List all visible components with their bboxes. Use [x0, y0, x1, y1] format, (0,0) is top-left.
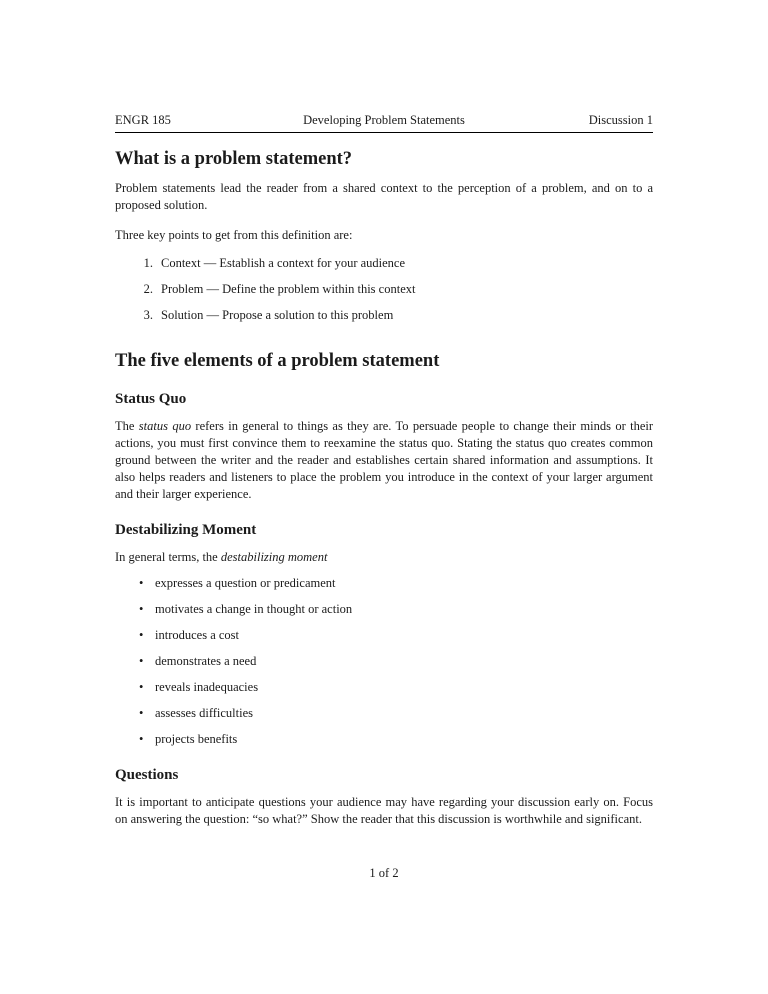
section-title-what-is-a-problem-statement: What is a problem statement?: [115, 149, 353, 169]
list-item-solution: [125, 307, 653, 324]
subsection-title-status-quo: Status Quo: [115, 391, 187, 407]
bullet-item-text: projects benefits: [155, 732, 238, 746]
status-quo-italic-term: status quo: [138, 419, 192, 433]
bullet-item-text: demonstrates a need: [155, 654, 257, 668]
header-document-title: Developing Problem Statements: [303, 113, 465, 127]
status-quo-text-post: refers in general to things as they are. To persuade people to change their minds or their actions, you must first convince them to reexamine the status quo. Stating the status quo creates common ground between the writer and the reader and establishes certain shared information and assumptions. It also helps readers and listeners to place the problem you introduce in the context of your larger argument and their larger experience.: [115, 419, 654, 501]
bullet-icon: •: [139, 576, 144, 590]
destabilizing-bullet-list: [139, 575, 653, 748]
document-content: [115, 113, 653, 828]
bullet-item: [139, 627, 653, 644]
bullet-item-text: motivates a change in thought or action: [155, 602, 353, 616]
list-item-text: Context — Establish a context for your audience: [161, 256, 406, 270]
bullet-icon: •: [139, 680, 144, 694]
paragraph-destabilizing-intro: [115, 549, 653, 566]
bullet-icon: •: [139, 602, 144, 616]
bullet-item-text: introduces a cost: [155, 628, 240, 642]
bullet-item: [139, 705, 653, 722]
bullet-item: [139, 653, 653, 670]
paragraph-three-key-points: Three key points to get from this definition are:: [115, 228, 353, 242]
header-course-code: ENGR 185: [115, 113, 171, 127]
list-number: 3.: [143, 308, 153, 322]
bullet-icon: •: [139, 654, 144, 668]
bullet-item: [139, 679, 653, 696]
bullet-item: [139, 601, 653, 618]
list-item-context: [125, 255, 653, 272]
list-item-problem: [125, 281, 653, 298]
bullet-item-text: expresses a question or predicament: [155, 576, 336, 590]
bullet-item: [139, 575, 653, 592]
paragraph-definition: Problem statements lead the reader from a shared context to the perception of a problem, and on to a proposed solution.: [115, 181, 653, 212]
subsection-title-destabilizing-moment: Destabilizing Moment: [115, 522, 257, 538]
bullet-item-text: reveals inadequacies: [155, 680, 259, 694]
list-number: 2.: [143, 282, 153, 296]
list-item-text: Solution — Propose a solution to this problem: [161, 308, 394, 322]
paragraph-status-quo: [115, 418, 653, 503]
bullet-icon: •: [139, 706, 144, 720]
bullet-item-text: assesses difficulties: [155, 706, 254, 720]
bullet-icon: •: [139, 732, 144, 746]
destabilizing-italic-term: destabilizing moment: [220, 550, 328, 564]
header-discussion-label: Discussion 1: [588, 113, 653, 127]
status-quo-text-pre: The: [115, 419, 139, 433]
paragraph-questions: It is important to anticipate questions your audience may have regarding your discussion early on. Focus on answering the question: “so what?” Show the reader that this discussion is worthwhile and significant.: [115, 795, 653, 826]
list-item-text: Problem — Define the problem within this context: [161, 282, 416, 296]
bullet-icon: •: [139, 628, 144, 642]
key-points-list: [125, 255, 653, 324]
subsection-title-questions: Questions: [115, 767, 179, 783]
list-number: 1.: [143, 256, 153, 270]
destabilizing-text-pre: In general terms, the: [115, 550, 221, 564]
running-header: [115, 113, 653, 128]
header-rule: [115, 132, 653, 133]
bullet-item: [139, 731, 653, 748]
page-number: 1 of 2: [369, 866, 399, 880]
section-title-five-elements: The five elements of a problem statement: [115, 351, 440, 371]
